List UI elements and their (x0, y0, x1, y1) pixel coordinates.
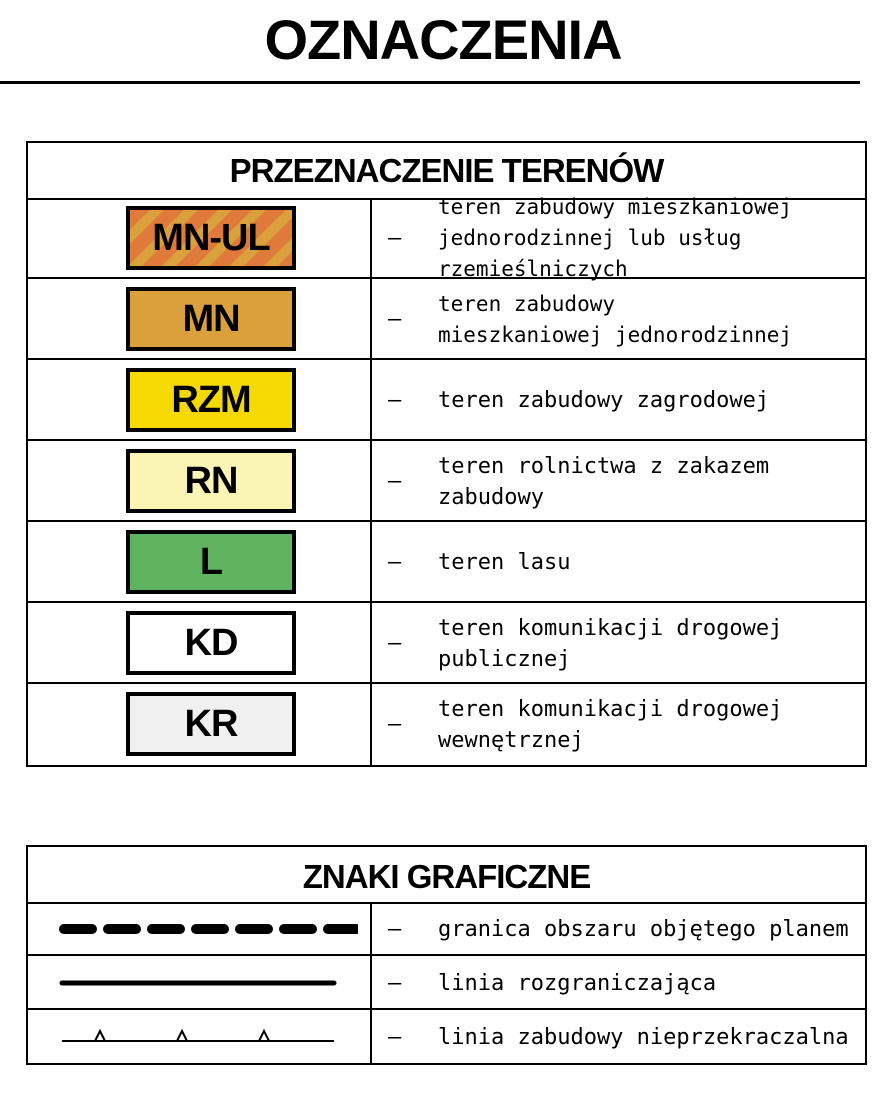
dash-separator: — (388, 388, 402, 413)
sign-description-text: linia zabudowy nieprzekraczalna (438, 1024, 849, 1050)
sign-description (388, 956, 858, 1010)
zone-description (388, 195, 858, 281)
terrain-row (28, 684, 865, 765)
dash-separator: — (388, 550, 402, 575)
terrain-row (28, 522, 865, 603)
dash-separator: — (388, 1024, 402, 1050)
zone-code-badge (126, 287, 296, 351)
zone-description (388, 522, 858, 603)
zone-description-text: teren zabudowy mieszkaniowej jednorodzinnej (438, 291, 793, 347)
dashed-thick-line-symbol (58, 909, 358, 949)
sign-row (28, 956, 865, 1010)
graphic-signs-table (26, 845, 867, 1065)
zone-code-badge (126, 449, 296, 513)
graphic-signs-header: ZNAKI GRAFICZNE (28, 847, 865, 904)
sign-description-text: linia rozgraniczająca (438, 970, 717, 996)
sign-description (388, 1010, 858, 1064)
zone-code-label: L (199, 540, 223, 583)
terrain-row (28, 441, 865, 522)
zone-code-badge (126, 368, 296, 432)
triangle-marker (177, 1031, 187, 1041)
zone-description-text: teren komunikacji drogowej publicznej (438, 615, 783, 672)
column-divider (370, 902, 372, 1063)
zone-description (388, 441, 858, 522)
dash-separator: — (388, 970, 402, 996)
line-with-triangles-symbol (58, 1017, 358, 1057)
dash-separator: — (388, 916, 402, 942)
zone-description (388, 603, 858, 684)
zone-description-text: teren zabudowy mieszkaniowej jednorodzinnej lub usług rzemieślniczych (438, 195, 793, 281)
zone-description-text: teren komunikacji drogowej wewnętrznej (438, 696, 783, 753)
zone-description (388, 360, 858, 441)
zone-description (388, 684, 858, 765)
sign-row (28, 1010, 865, 1064)
sign-row (28, 902, 865, 956)
triangle-marker (259, 1031, 269, 1041)
zone-code-badge (126, 530, 296, 594)
zone-description-text: teren rolnictwa z zakazem zabudowy (438, 453, 770, 510)
terrain-row (28, 279, 865, 360)
zone-code-badge (126, 206, 296, 270)
zone-code-badge (126, 692, 296, 756)
zone-description-text: teren lasu (438, 550, 571, 575)
zone-code-label: KR (184, 702, 238, 745)
column-divider (370, 198, 372, 765)
page-title: OZNACZENIA (264, 8, 622, 71)
sign-description-text: granica obszaru objętego planem (438, 916, 849, 942)
zone-code-label: MN-UL (152, 216, 270, 259)
title-underline (0, 81, 860, 84)
zone-code-label: KD (184, 621, 238, 664)
zone-code-label: RN (184, 459, 238, 502)
dash-separator: — (388, 712, 402, 737)
zone-code-label: RZM (171, 378, 251, 421)
terrain-row (28, 195, 865, 281)
dash-separator: — (388, 631, 402, 656)
triangle-marker (95, 1031, 105, 1041)
terrain-row (28, 603, 865, 684)
terrain-row (28, 360, 865, 441)
zone-description (388, 279, 858, 360)
zone-code-badge (126, 611, 296, 675)
dash-separator: — (388, 469, 402, 494)
zone-code-label: MN (182, 297, 240, 340)
dash-separator: — (388, 226, 402, 251)
terrain-legend-header: PRZEZNACZENIE TERENÓW (28, 143, 865, 200)
zone-description-text: teren zabudowy zagrodowej (438, 388, 770, 413)
dash-separator: — (388, 307, 402, 332)
sign-description (388, 902, 858, 956)
terrain-legend-table (26, 141, 867, 767)
solid-line-symbol (58, 963, 358, 1003)
